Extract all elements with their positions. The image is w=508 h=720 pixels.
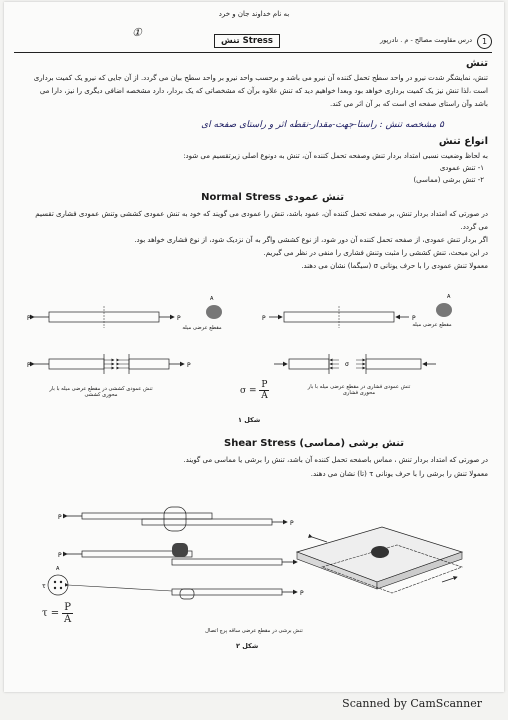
types-intro: به لحاظ وضعیت نسبی امتداد بردار تنش وصفحه تحمل کننده آن، تنش به دونوع اصلی زیرتقسیم می شود: bbox=[183, 152, 488, 160]
fig1-label-a-right: A bbox=[447, 294, 451, 300]
fig2-tau: τ bbox=[42, 583, 46, 590]
compression-bar-cut bbox=[274, 354, 436, 374]
normal-p2: اگر بردار تنش عمودی، از صفحه تحمل کننده آن دور شود، از نوع کششی واگر به آن نزدیک شود، از نوع فشاری خواهد بود. bbox=[134, 236, 488, 244]
riveted-joint bbox=[58, 507, 294, 531]
figure-1-label: شکل ۱ bbox=[238, 416, 261, 424]
shear-p2: معمولا تنش را برشی را با حرف یونانی τ (تا) نشان می دهند. bbox=[310, 470, 488, 478]
fig1-label-p-right-2: P bbox=[187, 362, 191, 369]
fig2-label-p-right-2: P bbox=[300, 590, 304, 597]
fig1-label-p-left: P bbox=[27, 315, 31, 322]
fig1-label-p-right: P bbox=[177, 315, 181, 322]
handwritten-note: ۵ مشخصه تنش : راستا-جهت-مقدار-نقطه اثر و راستای صفحه ای bbox=[201, 120, 444, 130]
normal-p1: در صورتی که امتداد بردار تنش، بر صفحه تحمل کننده آن، عمود باشد، تنش را عمودی می گویند که خود به تنش عمودی کششی وتنش عمودی فشاری تقسیم می گردد. bbox=[35, 210, 488, 231]
fig1-formula-den: A bbox=[261, 391, 268, 401]
shear-heading: تنش برشی (مماسی) Shear Stress bbox=[224, 438, 404, 449]
handwritten-mark: ① bbox=[132, 26, 142, 39]
figure-2-label: شکل ۲ bbox=[236, 642, 259, 650]
figure-2-diagram bbox=[22, 497, 482, 637]
types-item-2: ۲- تنش برشی (مماسی) bbox=[413, 176, 484, 184]
scanned-page bbox=[4, 2, 504, 692]
stress-heading: تنش bbox=[466, 58, 488, 69]
tension-bar-cut bbox=[27, 354, 191, 374]
rivet-cut-view bbox=[58, 543, 297, 565]
fig2-label-a: A bbox=[56, 566, 60, 572]
fig2-label-p-left-2: P bbox=[58, 552, 62, 559]
figure-1-diagram bbox=[24, 292, 484, 427]
basmala: به نام خداوند جان و خرد bbox=[218, 10, 290, 18]
fig1-label-p-right-3: P bbox=[412, 315, 416, 322]
fig1-caption-compression: تنش عمودی فشاری در مقطع عرضی میله با بار محوری فشاری bbox=[307, 384, 411, 396]
fig2-label-p-right: P bbox=[290, 520, 294, 527]
page-number: 1 bbox=[477, 34, 492, 49]
fig2-formula-den: A bbox=[64, 614, 72, 625]
fig2-label-p-left: P bbox=[58, 514, 62, 521]
fig1-formula-lhs: σ = bbox=[240, 386, 257, 396]
document-title: تنش Stress bbox=[214, 34, 280, 48]
shear-p1: در صورتی که امتداد بردار تنش ، مماس باصفحه تحمل کننده آن باشد، تنش را برشی یا مماسی می گویند. bbox=[183, 456, 488, 464]
types-heading: انواع تنش bbox=[438, 136, 488, 147]
fig1-label-a-left: A bbox=[210, 296, 214, 302]
fig1-section-caption-right: مقطع عرضی میله bbox=[412, 322, 452, 328]
fig2-formula-lhs: τ = bbox=[42, 608, 60, 619]
fig2-formula bbox=[42, 602, 73, 625]
normal-heading: تنش عمودی Normal Stress bbox=[201, 192, 344, 203]
fig1-section-caption-left: مقطع عرضی میله bbox=[182, 325, 222, 331]
fig1-caption-tension: تنش عمودی کششی در مقطع عرضی میله با بار محوری کششی bbox=[49, 386, 153, 398]
fig2-formula-num: P bbox=[64, 602, 72, 613]
normal-p3: در این مبحث، تنش کششی را مثبت وتنش فشاری را منفی در نظر می گیریم. bbox=[263, 249, 488, 257]
fig1-sigma: σ bbox=[345, 361, 349, 368]
fig1-formula bbox=[240, 380, 269, 401]
fig1-formula-num: P bbox=[261, 380, 268, 390]
shear-plates-3d bbox=[297, 527, 462, 593]
fig1-label-p-left-2: P bbox=[27, 362, 31, 369]
page-header bbox=[14, 26, 492, 53]
tension-bar bbox=[27, 296, 222, 328]
rivet-shear-free-body bbox=[42, 566, 304, 599]
normal-p4: معمولا تنش عمودی را با حرف یونانی σ (سیگما) نشان می دهند. bbox=[301, 262, 488, 270]
types-item-1: ۱- تنش عمودی bbox=[439, 164, 484, 172]
course-title: درس مقاومت مصالح - م . نادرپور bbox=[380, 36, 472, 44]
fig2-caption: تنش برشی در مقطع عرضی ساقه پرچ اتصال bbox=[205, 628, 303, 634]
fig1-label-p-left-3: P bbox=[262, 315, 266, 322]
stress-paragraph: تنش، نمایشگر شدت نیرو در واحد سطح تحمل کننده آن نیرو می باشد و برحسب واحد نیرو بر واحد سطح بیان می گردد. از آن جایی که نیرو یک کمیت برداری است ،لذا تنش نیز یک کمیت برداری خواهد بود وبعدا خواهیم دید که تنش علاوه برآن که مشخصاتی که یک بردار، دارد مشخصه اضافی دیگری را نیز، دارا می باشد وآن راستای صفحه ای است که بر آن اثر می کند. bbox=[33, 74, 488, 108]
scanner-watermark: Scanned by CamScanner bbox=[342, 697, 482, 710]
